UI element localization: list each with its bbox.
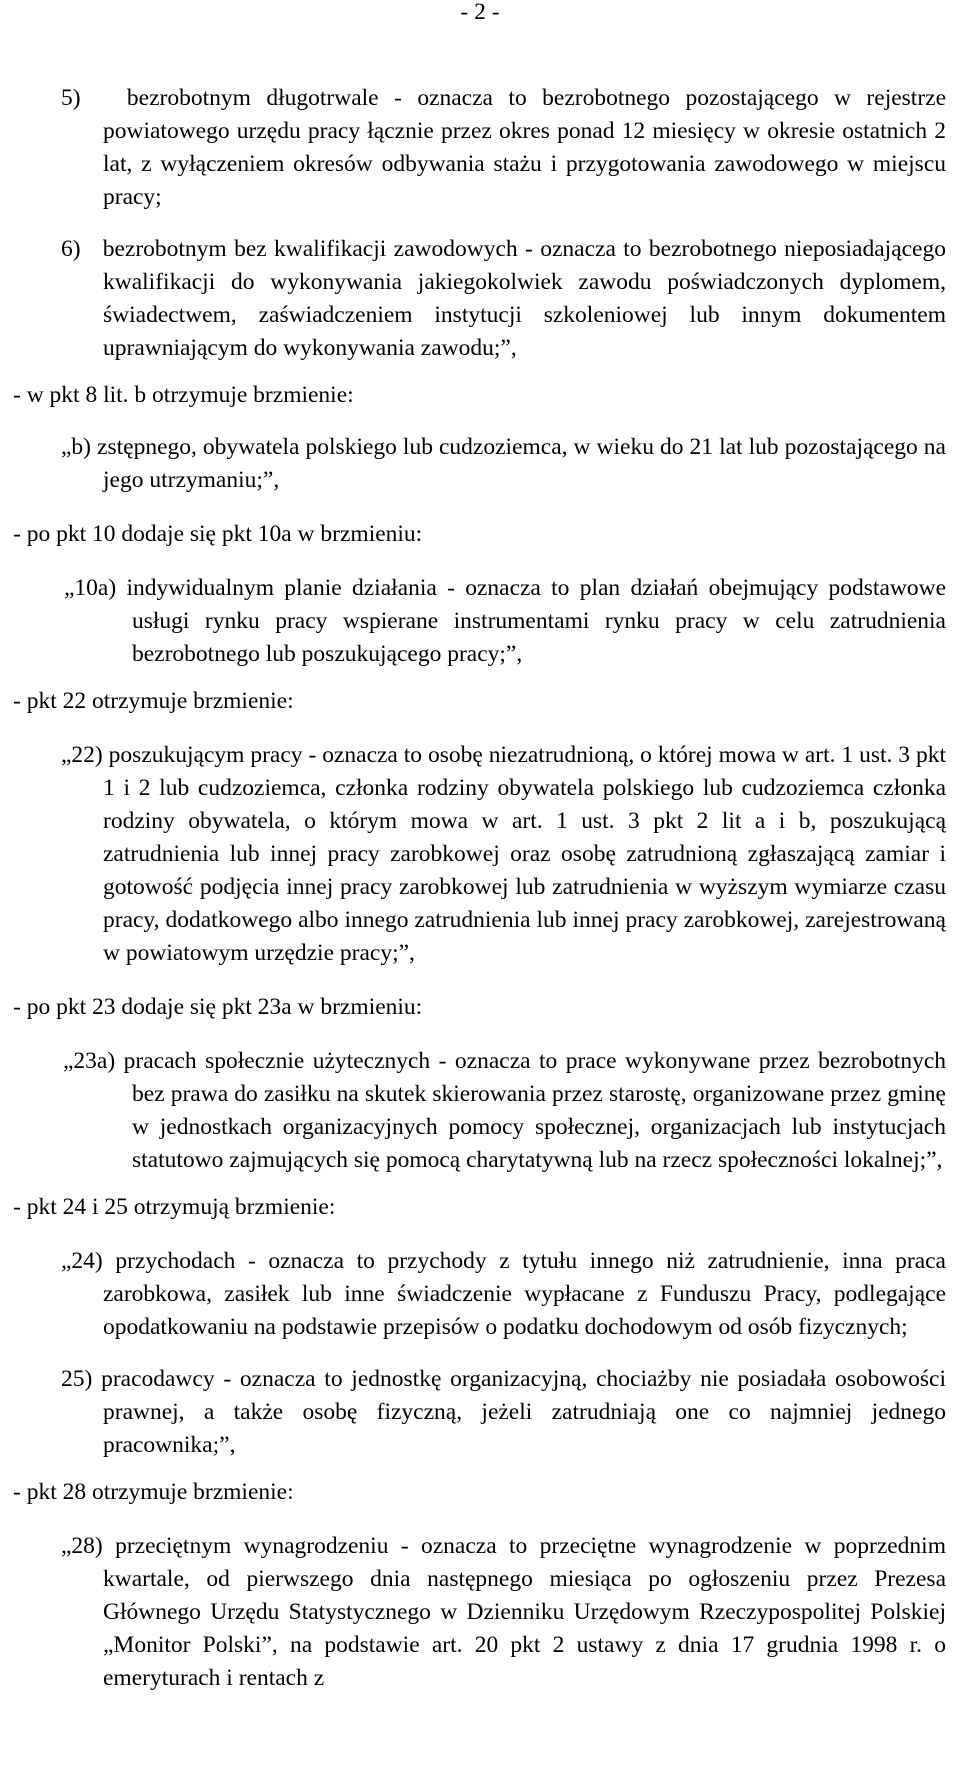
item-label: 5) <box>61 85 81 111</box>
amendment-quote: „28) przeciętnym wynagrodzeniu - oznacza to przeciętne wynagrodzenie w poprzednim kwartale, od pierwszego dnia następnego miesiąca po ogłoszeniu przez Prezesa Głównego Urzędu Statystycznego w Dzienniku Urzędowym Rzeczypospolitej Polskiej „Monitor Polski”, na podstawie art. 20 pkt 2 ustawy z dnia 17 grudnia 1998 r. o emeryturach i rentach z <box>61 1533 946 1691</box>
amendment-quote: 25) pracodawcy - oznacza to jednostkę organizacyjną, chociażby nie posiadała osobowości prawnej, a także osobę fizyczną, jeżeli zatrudniają one co najmniej jednego pracownika;”, <box>61 1366 946 1458</box>
amendment-instruction: - po pkt 23 dodaje się pkt 23a w brzmieniu: <box>13 994 423 1020</box>
amendment-instruction: - w pkt 8 lit. b otrzymuje brzmienie: <box>13 382 354 408</box>
definition-item-6 <box>13 233 946 365</box>
amendment-quote: „10a) indywidualnym planie działania - oznacza to plan działań obejmujący podstawowe usługi rynku pracy wspierane instrumentami rynku pracy w celu zatrudnienia bezrobotnego lub poszukującego pracy;”, <box>64 575 946 667</box>
amendment-instruction: - pkt 22 otrzymuje brzmienie: <box>13 688 294 714</box>
amendment-quote: „b) zstępnego, obywatela polskiego lub cudzoziemca, w wieku do 21 lat lub pozostającego na jego utrzymaniu;”, <box>61 434 946 493</box>
item-text: bezrobotnym bez kwalifikacji zawodowych - oznacza to bezrobotnego nieposiadającego kwalifikacji do wykonywania jakiegokolwiek zawodu poświadczonych dyplomem, świadectwem, zaświadczeniem instytucji szkoleniowej lub innym dokumentem uprawniającym do wykonywania zawodu;”, <box>102 236 946 361</box>
item-label: 6) <box>61 236 81 262</box>
definition-item-5 <box>13 82 946 214</box>
amendment-instruction: - pkt 24 i 25 otrzymują brzmienie: <box>13 1194 336 1220</box>
amendment-quote: „23a) pracach społecznie użytecznych - oznacza to prace wykonywane przez bezrobotnych bez prawa do zasiłku na skutek skierowania przez starostę, organizowane przez gminę w jednostkach organizacyjnych pomocy społecznej, organizacjach lub instytucjach statutowo zajmujących się pomocą charytatywną lub na rzecz społeczności lokalnej;”, <box>63 1048 946 1173</box>
amendment-quote: „24) przychodach - oznacza to przychody z tytułu innego niż zatrudnienie, inna praca zarobkowa, zasiłek lub inne świadczenie wypłacane z Funduszu Pracy, podlegające opodatkowaniu na podstawie przepisów o podatku dochodowym od osób fizycznych; <box>61 1248 946 1340</box>
document-body <box>13 82 946 1695</box>
amendment-instruction: - pkt 28 otrzymuje brzmienie: <box>13 1479 294 1505</box>
amendment-instruction: - po pkt 10 dodaje się pkt 10a w brzmieniu: <box>13 521 423 547</box>
item-text: bezrobotnym długotrwale - oznacza to bezrobotnego pozostającego w rejestrze powiatowego urzędu pracy łącznie przez okres ponad 12 miesięcy w okresie ostatnich 2 lat, z wyłączeniem okresów odbywania stażu i przygotowania zawodowego w miejscu pracy; <box>103 85 947 210</box>
page-number: - 2 - <box>460 0 500 25</box>
amendment-quote: „22) poszukującym pracy - oznacza to osobę niezatrudnioną, o której mowa w art. 1 ust. 3 pkt 1 i 2 lub cudzoziemca, członka rodziny obywatela polskiego lub cudzoziemca członka rodziny obywatela, o którym mowa w art. 1 ust. 3 pkt 2 lit a i b, poszukującą zatrudnienia lub innej pracy zarobkowej oraz osobę zatrudnioną zgłaszającą zamiar i gotowość podjęcia innej pracy zarobkowej lub zatrudnienia w wyższym wymiarze czasu pracy, dodatkowego albo innego zatrudnienia lub innej pracy zarobkowej, zarejestrowaną w powiatowym urzędzie pracy;”, <box>61 742 946 966</box>
